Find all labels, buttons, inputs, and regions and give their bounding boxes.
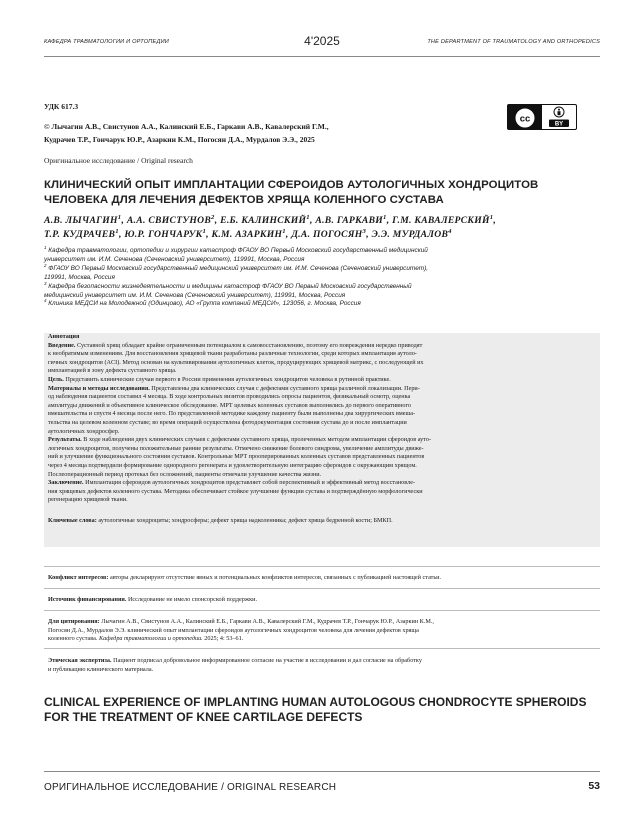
- abstract-line: имплантацией в зону дефекта суставного хряща.: [48, 367, 177, 375]
- copyright-line: © Лычагин А.В., Свистунов А.А., Калинский Е.Б., Гаркави А.В., Кавалерский Г.М.,: [44, 122, 329, 131]
- author-affiliation-mark: 1: [306, 213, 310, 221]
- journal-name: Кафедра травматологии и ортопедии.: [99, 635, 203, 643]
- author-affiliation-mark: 1: [115, 227, 119, 235]
- abstract-line: аутологичных хондросфер.: [48, 427, 120, 435]
- abstract-line: логичных хондроцитов, получены положительные ранние результаты. Отмечено снижение болевого синдрома, увеличение амплитуды движе-: [48, 444, 424, 452]
- abstract-line: вмешательства и спустя 4 месяца после него. По представленной методике каждому пациенту были выполнены два хирургических вмеша-: [48, 410, 416, 418]
- authors-line-1: А.В. ЛЫЧАГИН$^1$, А.А. СВИСТУНОВ$^2$, Е.Б. КАЛИНСКИЙ$^1$, А.В. ГАРКАВИ$^1$, Г.М. КАВАЛЕРСКИЙ$^1$,: [44, 213, 497, 226]
- divider: [44, 588, 600, 589]
- cc-glyph: cc: [519, 113, 531, 125]
- abstract-heading: Аннотация: [48, 333, 80, 340]
- creative-commons-icon: [508, 105, 542, 131]
- article-title-en: [44, 695, 604, 725]
- article-title-ru: [44, 178, 604, 207]
- article-type: Оригинальное исследование / Original research: [44, 156, 193, 165]
- abstract-line: тельства на целевом коленном суставе; во время операций осуществлена фотодокументация состояния сустава до и после имплантации: [48, 418, 407, 426]
- citation: Для цитирования: Лычагин А.В., Свистунов А.А., Калинский Е.Б., Гаркави А.В., Кавалерский Г.М., Кудрачев Т.Р., Гончарук Ю.Р., Азаркин К.М., Погосян Д.А., Мурдалов Э.Э. клинический опыт имплантации сфероидов аутологичных хондроцитов человека для лечения дефектов хряща коленного сустава. Кафедра травматологии и ортопедии. 2025; 4: 53–61.: [48, 618, 434, 643]
- abstract-line: ния хрящевых дефектов коленного сустава. Методика обеспечивает стойкое улучшение функции сустава и подтверждённую морфологически: [48, 487, 423, 495]
- author-name: Е.Б. КАЛИНСКИЙ: [220, 215, 307, 226]
- author-name: Т.Р. КУДРАЧЕВ: [44, 228, 116, 240]
- authors-line-2: Т.Р. КУДРАЧЕВ$^1$, Ю.Р. ГОНЧАРУК$^1$, К.М. АЗАРКИН$^1$, Д.А. ПОГОСЯН$^3$, Э.Э. МУРДАЛОВ$^4$: [44, 227, 452, 240]
- header-journal-en: THE DEPARTMENT OF TRAUMATOLOGY AND ORTHOPEDICS: [427, 39, 600, 45]
- author-name: А.А. СВИСТУНОВ: [126, 215, 212, 226]
- abstract-keywords: Ключевые слова: аутологичные хондроциты; хондросферы; дефект хряща надколенника; дефект хряща бедренной кости; БМКП.: [48, 516, 393, 524]
- affiliation-1: $^1$ Кафедра травматологии, ортопедии и хирургии катастроф ФГАОУ ВО Первый Московский государственный медицинский: [44, 244, 428, 254]
- copyright: [44, 120, 464, 146]
- funding-source: Источник финансирования. Исследование не имело спонсорской поддержки.: [48, 596, 258, 603]
- author-affiliation-mark: 1: [383, 213, 387, 221]
- abstract-line: амплитуды движений и объективное клиническое обследование. МРТ целевых коленных суставов выполнялись до первого оперативного: [48, 401, 411, 409]
- header-journal-ru: КАФЕДРА ТРАВМАТОЛОГИИ И ОРТОПЕДИИ: [44, 39, 170, 45]
- footer-divider: [44, 771, 600, 772]
- author-name: Д.А. ПОГОСЯН: [291, 228, 363, 240]
- divider: [44, 566, 600, 567]
- author-affiliation-mark: 4: [448, 227, 452, 235]
- abstract-line: ний и улучшение функционального состояния суставов. Контрольные МРТ прооперированных коленных суставов представленных пациентов: [48, 453, 425, 461]
- title-line: КЛИНИЧЕСКИЙ ОПЫТ ИМПЛАНТАЦИИ СФЕРОИДОВ АУТОЛОГИЧНЫХ ХОНДРОЦИТОВ: [44, 179, 539, 191]
- ethics-review: Этическая экспертиза. Пациент подписал добровольное информированное согласие на участие в исследовании и дал согласие на обработку и публикацию клинического материала.: [48, 657, 422, 673]
- divider: [44, 610, 600, 611]
- affiliation-3: $^3$ Кафедра безопасности жизнедеятельности и медицины катастроф ФГАОУ ВО Первый Московский государственный: [44, 280, 412, 290]
- abstract-conclusion: Заключение. Имплантация сфероидов аутологичных хондроцитов представляет собой перспективный и эффективный метод восстановле-: [48, 479, 416, 487]
- title-line: FOR THE TREATMENT OF KNEE CARTILAGE DEFECTS: [44, 710, 363, 724]
- affiliation-2: $^2$ ФГАОУ ВО Первый Московский государственный медицинский университет им. И.М. Сеченова (Сеченовский университет),: [44, 262, 428, 272]
- abstract-aim: Цель. Представить клинические случаи первого в России применения аутологичных хондроцитов человека в рутинной практике.: [48, 375, 391, 383]
- author-affiliation-mark: 1: [282, 227, 286, 235]
- header-divider: [44, 56, 600, 57]
- affiliation-1-cont: университет им. И.М. Сеченова (Сеченовский университет), 119991, Москва, Россия: [44, 255, 305, 263]
- affiliation-3-cont: медицинский университет им. И.М. Сеченова (Сеченовский университет), 119991, Москва, Россия: [44, 291, 346, 299]
- udk-code: УДК 617.3: [44, 102, 79, 111]
- running-header: [44, 36, 600, 56]
- abstract-line: Послеоперационный период протекал без осложнений, пациенты отмечали улучшение качества жизни.: [48, 470, 322, 478]
- attribution-icon: [542, 105, 576, 129]
- conflict-of-interest: Конфликт интересов: авторы декларируют отсутствие явных и потенциальных конфликтов интересов, связанных с публикацией настоящей статьи.: [48, 574, 442, 581]
- cc-by-license-badge[interactable]: [507, 104, 577, 130]
- abstract-introduction: Введение. Суставной хрящ обладает крайне ограниченным потенциалом к самовосстановлению, поэтому его повреждения нередко приводят: [48, 341, 423, 349]
- affiliations: [44, 244, 604, 309]
- abstract-results: Результаты. В ходе наблюдения двух клинических случаев с дефектами суставного хряща, пролеченных методом имплантации сфероидов ауто-: [48, 436, 432, 444]
- abstract-line: гичных хондроцитов (ACI). Метод основан на культивировании аутологичных клеток, продуцирующих хрящевой матрикс, с последующей их: [48, 358, 424, 366]
- author-list: [44, 214, 604, 241]
- title-line: CLINICAL EXPERIENCE OF IMPLANTING HUMAN AUTOLOGOUS CHONDROCYTE SPHEROIDS: [44, 695, 587, 709]
- copyright-line: Кудрачев Т.Р., Гончарук Ю.Р., Азаркин К.М., Погосян Д.А., Мурдалов Э.Э., 2025: [44, 135, 315, 144]
- author-name: Г.М. КАВАЛЕРСКИЙ: [392, 215, 490, 226]
- author-affiliation-mark: 1: [117, 213, 122, 221]
- abstract-line: од наблюдения пациентов составил 4 месяца. В ходе контрольных визитов проводились опросы пациентов, физикальный осмотр, оценка: [48, 393, 411, 401]
- abstract-line: регенерацию хрящевой ткани.: [48, 496, 128, 504]
- author-affiliation-mark: 2: [211, 213, 215, 221]
- author-name: К.М. АЗАРКИН: [211, 228, 283, 240]
- abstract-methods: Материалы и методы исследования. Представлены два клинических случая с дефектами суставного хряща различной локализации. Пери-: [48, 384, 420, 392]
- divider: [44, 648, 600, 649]
- abstract-line: через 4 месяца подтвердили формирование однородного регенерата и удовлетворительную интеграцию сфероидов с окружающим хрящом.: [48, 461, 417, 469]
- author-name: Э.Э. МУРДАЛОВ: [371, 228, 449, 240]
- by-label: BY: [554, 121, 564, 128]
- author-name: А.В. ГАРКАВИ: [315, 215, 384, 226]
- cc-logo-panel: [508, 105, 542, 129]
- title-line: ЧЕЛОВЕКА ДЛЯ ЛЕЧЕНИЯ ДЕФЕКТОВ ХРЯЩА КОЛЕННОГО СУСТАВА: [44, 193, 444, 206]
- abstract-line: к необратимым изменениям. Для восстановления хрящевой ткани разработаны различные технологии, среди которых имплантация аутоло-: [48, 350, 417, 358]
- page-number: 53: [588, 780, 600, 792]
- affiliation-4: $^4$ Клиника МЕДСИ на Молодежной (Одинцово), АО «Группа компаний МЕДСИ», 123056, г. Москва, Россия: [44, 298, 361, 308]
- abstract-box: [44, 333, 600, 547]
- author-affiliation-mark: 3: [362, 227, 367, 235]
- author-name: Ю.Р. ГОНЧАРУК: [124, 228, 203, 240]
- affiliation-2-cont: 119991, Москва, Россия: [44, 273, 115, 281]
- author-affiliation-mark: 1: [202, 227, 207, 235]
- author-affiliation-mark: 1: [489, 213, 494, 221]
- footer-section: ОРИГИНАЛЬНОЕ ИССЛЕДОВАНИЕ / ORIGINAL RESEARCH: [44, 782, 337, 793]
- header-issue: 4'2025: [304, 34, 340, 48]
- author-name: А.В. ЛЫЧАГИН: [44, 215, 118, 226]
